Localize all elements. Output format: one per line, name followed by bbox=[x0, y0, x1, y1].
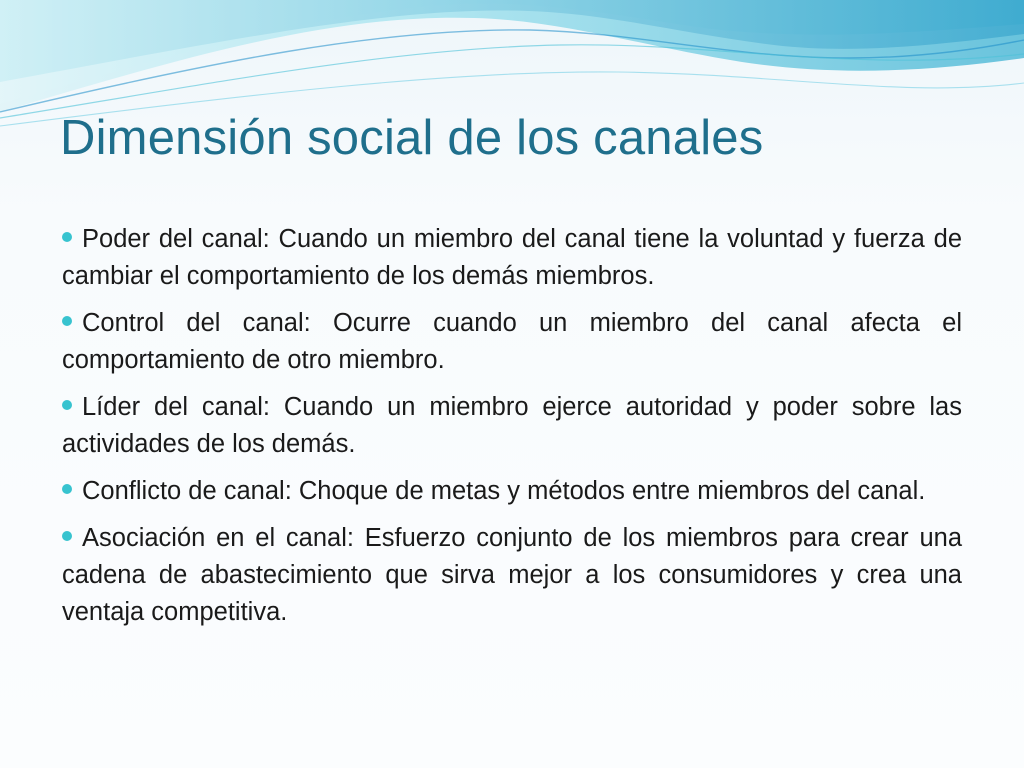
bullet-list bbox=[62, 221, 962, 641]
bullet-text: Conflicto de canal: Choque de metas y métodos entre miembros del canal. bbox=[82, 477, 926, 505]
bullet-text: Control del canal: Ocurre cuando un miembro del canal afecta el comportamiento de otro miembro. bbox=[62, 309, 962, 374]
bullet-item-channel-conflict bbox=[62, 473, 962, 510]
bullet-item-channel-power bbox=[62, 221, 962, 295]
bullet-text: Poder del canal: Cuando un miembro del canal tiene la voluntad y fuerza de cambiar el comportamiento de los demás miembros. bbox=[62, 225, 962, 290]
bullet-item-channel-leader bbox=[62, 389, 962, 463]
bullet-marker bbox=[62, 232, 72, 242]
slide-title: Dimensión social de los canales bbox=[60, 111, 764, 165]
bullet-marker bbox=[62, 484, 72, 494]
bullet-marker bbox=[62, 400, 72, 410]
bullet-text: Líder del canal: Cuando un miembro ejerce autoridad y poder sobre las actividades de los demás. bbox=[62, 393, 962, 458]
bullet-marker bbox=[62, 316, 72, 326]
bullet-marker bbox=[62, 531, 72, 541]
bullet-item-channel-partnership bbox=[62, 520, 962, 631]
bullet-text: Asociación en el canal: Esfuerzo conjunto de los miembros para crear una cadena de abastecimiento que sirva mejor a los consumidores y crea una ventaja competitiva. bbox=[62, 524, 962, 626]
bullet-item-channel-control bbox=[62, 305, 962, 379]
